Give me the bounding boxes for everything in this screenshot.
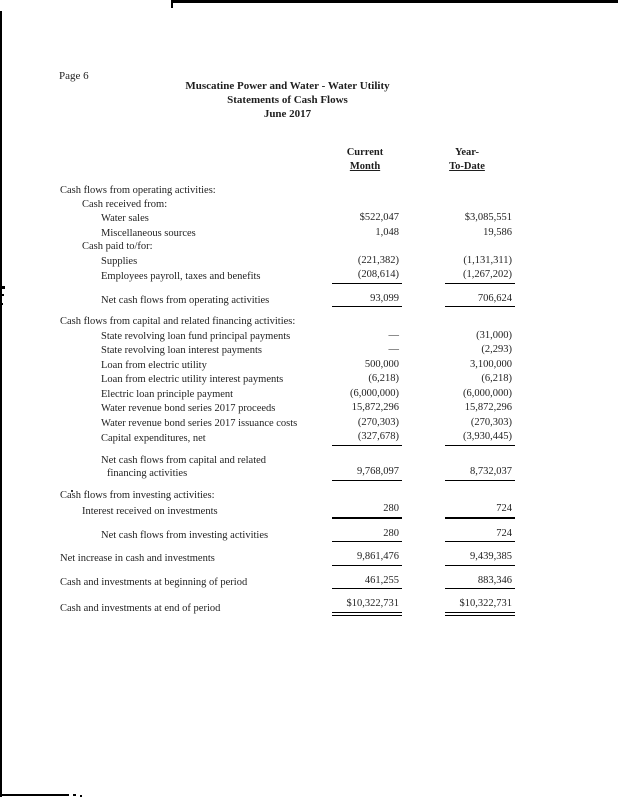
year-to-date-value: (1,267,202) xyxy=(445,268,515,284)
row-label xyxy=(60,198,332,212)
year-to-date-value: 8,732,037 xyxy=(445,465,515,481)
current-month-value: $522,047 xyxy=(359,212,399,223)
year-to-date-value: 883,346 xyxy=(445,574,515,590)
scan-artifact-bottom-line xyxy=(0,794,69,796)
year-to-date-value xyxy=(445,197,515,198)
statement-row xyxy=(60,292,515,308)
row-label xyxy=(60,240,332,254)
current-month-value: (270,303) xyxy=(357,416,399,428)
current-month-value: $10,322,731 xyxy=(332,597,402,616)
row-label-text: Cash flows from operating activities: xyxy=(60,185,216,196)
statement-row xyxy=(60,574,515,590)
row-label xyxy=(60,294,332,308)
statement-row xyxy=(60,597,515,616)
column-header-year-to-date xyxy=(432,146,502,173)
statement-row xyxy=(60,502,515,519)
column-header-line: Year- xyxy=(454,147,480,158)
column-header-line: Month xyxy=(349,160,381,172)
row-label xyxy=(60,184,332,198)
year-to-date-value: (1,131,311) xyxy=(463,254,512,266)
scan-artifact-blob xyxy=(0,286,5,289)
row-label-text: Cash paid to/for: xyxy=(82,241,153,252)
current-month-value: — xyxy=(388,344,399,355)
row-label-text: Net increase in cash and investments xyxy=(60,553,215,564)
column-header-line: To-Date xyxy=(449,160,485,172)
row-label xyxy=(60,330,332,344)
row-label-text: Employees payroll, taxes and benefits xyxy=(101,271,261,282)
statement-row xyxy=(60,401,515,416)
statement-row xyxy=(60,372,515,387)
current-month-value: (208,614) xyxy=(332,268,402,284)
current-month-value: — xyxy=(388,329,399,341)
statement-row xyxy=(60,184,515,198)
statement-row xyxy=(60,268,515,284)
statement-row xyxy=(60,527,515,543)
statement-row xyxy=(60,226,515,241)
statement-row xyxy=(60,416,515,431)
current-month-value xyxy=(332,197,402,198)
current-month-value: 1,048 xyxy=(375,226,399,238)
row-label xyxy=(60,359,332,373)
year-to-date-value: (3,930,445) xyxy=(445,430,515,446)
row-label xyxy=(60,344,332,358)
row-label xyxy=(60,227,332,241)
row-label-text-line2: financing activities xyxy=(107,468,188,479)
column-header-current-month xyxy=(330,146,400,173)
row-label-text: Supplies xyxy=(101,255,138,267)
statement-row xyxy=(60,454,515,481)
row-label xyxy=(60,602,332,616)
row-label-text: Cash and investments at end of period xyxy=(60,603,221,614)
statement-row xyxy=(60,358,515,373)
year-to-date-value: (2,293) xyxy=(481,344,512,355)
row-label xyxy=(60,489,332,503)
row-label xyxy=(60,270,332,284)
current-month-value: (327,678) xyxy=(332,430,402,446)
year-to-date-value: (270,303) xyxy=(470,416,512,428)
statement-row xyxy=(60,198,515,212)
row-label-text: Loan from electric utility interest payments xyxy=(101,374,284,385)
row-label-text: Water revenue bond series 2017 proceeds xyxy=(101,403,276,414)
statement-row xyxy=(60,240,515,254)
current-month-value: 93,099 xyxy=(332,292,402,308)
year-to-date-value: 724 xyxy=(445,502,515,519)
current-month-value: 280 xyxy=(332,527,402,543)
row-label-text: Electric loan principle payment xyxy=(101,388,234,400)
row-label xyxy=(60,576,332,590)
row-label xyxy=(60,432,332,446)
row-label xyxy=(60,552,332,566)
statement-row xyxy=(60,430,515,446)
organization-title: Muscatine Power and Water - Water Utility xyxy=(185,80,390,92)
current-month-value: 15,872,296 xyxy=(351,402,399,413)
current-month-value: (221,382) xyxy=(357,254,399,266)
year-to-date-value: 3,100,000 xyxy=(470,358,512,370)
statement-row xyxy=(60,315,515,329)
row-label xyxy=(60,255,332,269)
year-to-date-value: 19,586 xyxy=(483,226,512,238)
statement-row xyxy=(60,343,515,358)
year-to-date-value: 724 xyxy=(445,527,515,543)
current-month-value: 9,768,097 xyxy=(332,465,402,481)
scan-artifact-blob xyxy=(0,294,4,296)
scan-artifact-dot xyxy=(73,794,76,796)
row-label-text: Miscellaneous sources xyxy=(101,227,196,239)
statement-row xyxy=(60,387,515,402)
scan-artifact-dot xyxy=(80,795,82,797)
row-label xyxy=(60,388,332,402)
row-label-text: Net cash flows from operating activities xyxy=(101,294,270,306)
row-label-text: Capital expenditures, net xyxy=(101,433,206,444)
current-month-value: 9,861,476 xyxy=(332,550,402,566)
scan-artifact-left-line xyxy=(0,11,2,797)
column-header-line: Current xyxy=(346,147,384,158)
row-label-text: State revolving loan fund principal payments xyxy=(101,330,291,342)
row-label xyxy=(60,529,332,543)
row-label xyxy=(60,373,332,387)
row-label-text: Water revenue bond series 2017 issuance costs xyxy=(101,417,298,429)
document-title: Statements of Cash Flows xyxy=(227,94,348,106)
year-to-date-value: $3,085,551 xyxy=(464,212,512,223)
page-number: Page 6 xyxy=(59,70,89,82)
row-label-text: Water sales xyxy=(101,213,149,224)
year-to-date-value: 706,624 xyxy=(445,292,515,308)
year-to-date-value: $10,322,731 xyxy=(445,597,515,616)
row-label-text: Cash and investments at beginning of period xyxy=(60,576,248,588)
current-month-value: (6,218) xyxy=(368,373,399,384)
year-to-date-value: (31,000) xyxy=(476,329,512,341)
scan-artifact-top-line xyxy=(172,0,618,3)
row-label-text: Cash received from: xyxy=(82,198,168,210)
row-label xyxy=(60,212,332,226)
row-label xyxy=(60,454,332,481)
current-month-value: 500,000 xyxy=(364,358,399,370)
current-month-value: 461,255 xyxy=(332,574,402,590)
statement-row xyxy=(60,329,515,344)
statement-row xyxy=(60,489,515,503)
current-month-value: (6,000,000) xyxy=(350,387,399,399)
cash-flow-statement-table xyxy=(60,184,515,616)
row-label-text: Net cash flows from capital and related xyxy=(101,454,267,466)
row-label-text: Net cash flows from investing activities xyxy=(101,529,269,541)
period-title: June 2017 xyxy=(263,108,312,120)
year-to-date-value: (6,000,000) xyxy=(463,387,512,399)
current-month-value: 280 xyxy=(332,502,402,519)
statement-row xyxy=(60,254,515,269)
row-label-text: Loan from electric utility xyxy=(101,359,207,371)
year-to-date-value: (6,218) xyxy=(481,373,512,384)
row-label-text: Cash flows from investing activities: xyxy=(60,489,215,501)
year-to-date-value: 15,872,296 xyxy=(464,402,512,413)
statement-row xyxy=(60,550,515,566)
statement-row xyxy=(60,211,515,226)
row-label-text: State revolving loan interest payments xyxy=(101,345,262,356)
scan-artifact-top-nub xyxy=(171,0,173,8)
row-label xyxy=(60,417,332,431)
row-label xyxy=(60,402,332,416)
row-label-text: Interest received on investments xyxy=(82,506,218,517)
year-to-date-value: 9,439,385 xyxy=(445,550,515,566)
scan-artifact-blob xyxy=(0,303,3,305)
row-label xyxy=(60,315,332,329)
row-label xyxy=(60,505,332,519)
document-header xyxy=(0,79,575,121)
row-label-text: Cash flows from capital and related financing activities: xyxy=(60,316,296,327)
